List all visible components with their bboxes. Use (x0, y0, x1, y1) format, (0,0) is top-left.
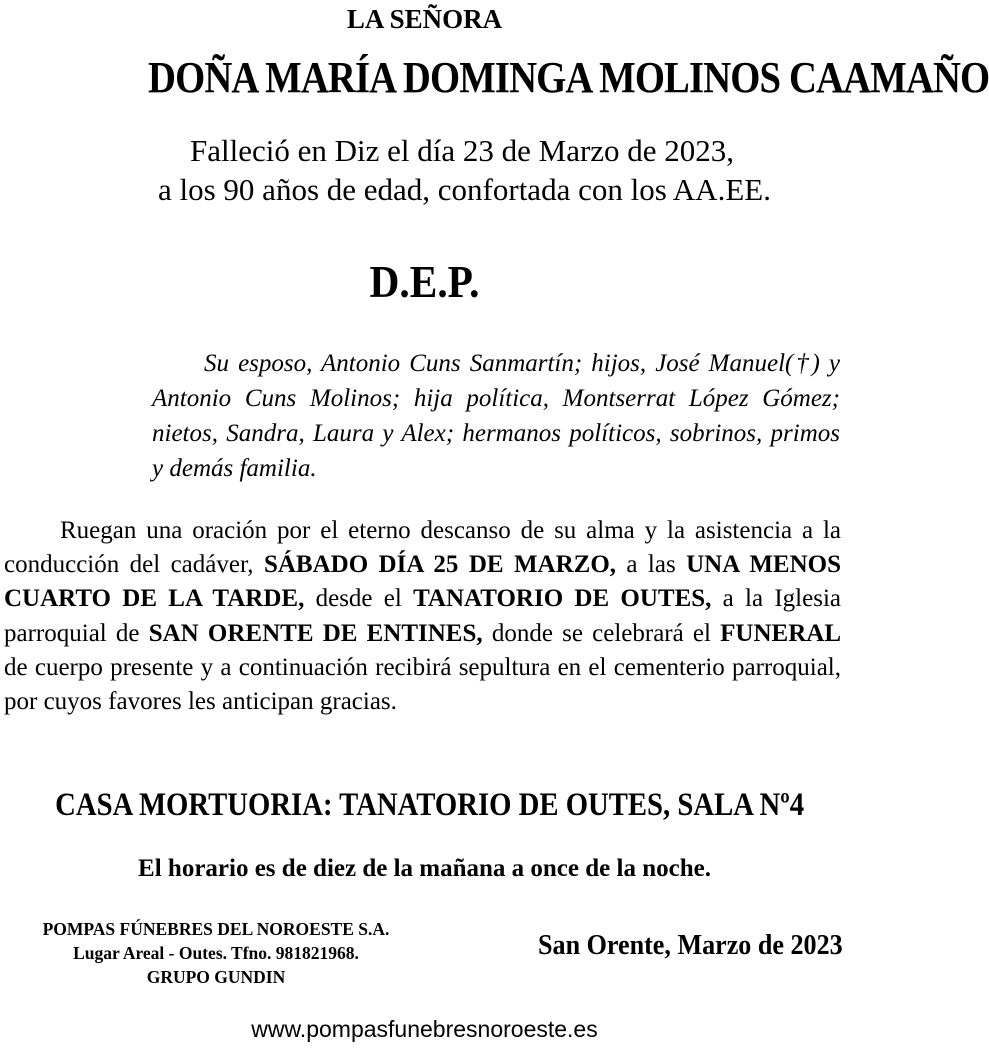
ceremony-paragraph (4, 514, 841, 719)
ceremony-text-4: a la Iglesia parroquial de (4, 585, 841, 647)
company-address: Lugar Areal - Outes. Tfno. 981821968. (73, 943, 359, 963)
ceremony-text-2: a las (616, 551, 687, 579)
company-block (6, 917, 426, 989)
visiting-hours: El horario es de diez de la mañana a once de la noche. (138, 855, 711, 882)
ceremony-text-5: donde se celebrará el (482, 619, 721, 647)
funeral-home-heading: CASA MORTUORIA: TANATORIO DE OUTES, SALA Nº4 (55, 787, 805, 823)
place-date-signature: San Orente, Marzo de 2023 (538, 929, 843, 961)
ceremony-funeral: FUNERAL (720, 619, 841, 647)
dep-heading: D.E.P. (369, 256, 480, 307)
family-paragraph: Su esposo, Antonio Cuns Sanmartín; hijos, José Manuel(†) y Antonio Cuns Molinos; hija política, Montserrat López Gómez; nietos, Sandra, Laura y Alex; hermanos políticos, sobrinos, primos y demás familia. (152, 350, 840, 482)
company-group: GRUPO GUNDIN (146, 967, 286, 987)
notice-heading: LA SEÑORA (346, 4, 503, 34)
ceremony-text-3: desde el (304, 585, 414, 613)
website-link[interactable]: www.pompasfunebresnoroeste.es (251, 1016, 598, 1042)
deceased-name: DOÑA MARÍA DOMINGA MOLINOS CAAMAÑO (148, 53, 989, 102)
ceremony-text-1: Ruegan una oración por el eterno descanso de su alma y la asistencia a la conducción del cadáver, (4, 517, 841, 579)
death-line-1: Falleció en Diz el día 23 de Marzo de 2023, (190, 133, 735, 168)
ceremony-text-6: de cuerpo presente y a continuación recibirá sepultura en el cementerio parroquial, por cuyos favores les anticipan gracias. (4, 653, 841, 716)
ceremony-origin: TANATORIO DE OUTES, (413, 585, 712, 613)
death-line-2: a los 90 años de edad, confortada con los AA.EE. (158, 172, 771, 207)
ceremony-time: UNA MENOS CUARTO DE LA TARDE, (4, 551, 841, 613)
ceremony-date: SÁBADO DÍA 25 DE MARZO, (263, 551, 617, 579)
company-name: POMPAS FÚNEBRES DEL NOROESTE S.A. (42, 919, 390, 939)
ceremony-church: SAN ORENTE DE ENTINES, (148, 619, 483, 647)
